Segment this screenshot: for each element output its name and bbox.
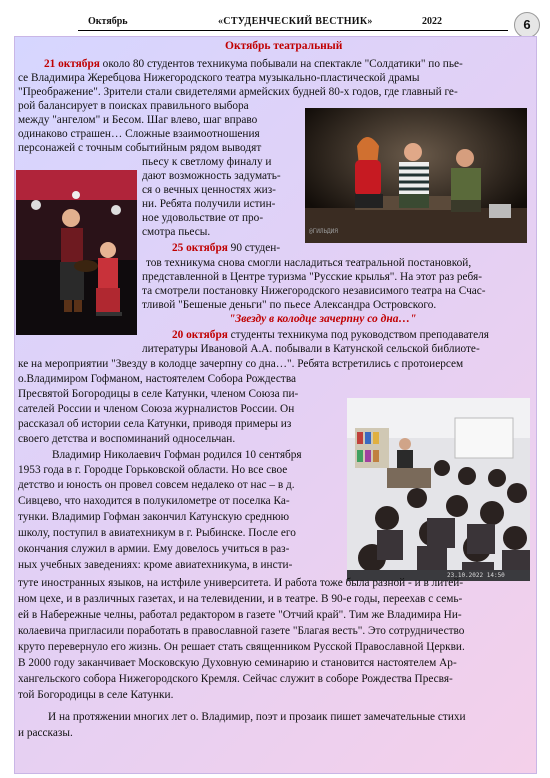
text-line-11: ни. Ребята получили истин- bbox=[142, 198, 276, 210]
text-line-39: колаевича пригласили поработать в православной газете "Благая весть". Это сотрудничество bbox=[18, 625, 465, 637]
text-line-37: ном цехе, и в различных газетах, и на телевидении, и в театре. В 90-е годы, переехав с семь- bbox=[18, 593, 463, 605]
text-line-44: И на протяжении многих лет о. Владимир, поэт и прозаик пишет замечательные стихи bbox=[48, 711, 466, 723]
text-line-24: Пресвятой Богородицы в селе Катунки, членом Союза пи- bbox=[18, 388, 299, 400]
actors-stage-photo bbox=[16, 170, 137, 335]
text-line-4: рой балансирует в поисках правильного выбора bbox=[18, 100, 249, 112]
text-line-10: ся о вечных ценностях жиз- bbox=[142, 184, 276, 196]
text-line-31: Сивцево, что находится в полукилометре от поселка Ка- bbox=[18, 495, 290, 507]
text-line-35: ных учебных заведениях: кроме авиатехникума, в инсти- bbox=[18, 559, 293, 571]
text-line-13: смотра пьесы. bbox=[142, 226, 211, 238]
actors-stage-image bbox=[16, 170, 137, 335]
subsection-title: "Звезду в колодце зачерпну со дна…" bbox=[229, 313, 417, 325]
text-line-7: персонажей с точным событийным рядом выводят bbox=[18, 142, 262, 154]
text-line-32: тунки. Владимир Гофман закончил Катунскую среднюю bbox=[18, 511, 290, 523]
text-line-2: се Владимира Жеребцова Нижегородского театра музыкально-пластической драмы bbox=[18, 72, 420, 84]
text-line-26: рассказал об истории села Катунки, приводя примеры из bbox=[18, 418, 292, 430]
header-month: Октябрь bbox=[88, 16, 128, 27]
text-line-8: пьесу к светлому финалу и bbox=[142, 156, 272, 168]
event-date: 20 октября bbox=[172, 329, 228, 341]
text-line-12: ное удовольствие от про- bbox=[142, 212, 264, 224]
header-year: 2022 bbox=[422, 16, 442, 27]
text-line-14: 25 октября 90 студен- bbox=[172, 242, 281, 254]
text-line-43: той Богородицы в селе Катунки. bbox=[18, 689, 174, 701]
text-line-34: окончания служил в армии. Ему довелось учиться в раз- bbox=[18, 543, 290, 555]
text-line-38: ей в Набережные челны, работал редактором в газете "Отчий край". Тим же Владимира Ни- bbox=[18, 609, 462, 621]
section-title: Октябрь театральный bbox=[225, 40, 343, 52]
text-line-21: литературы Ивановой А.А. побывали в Катунской сельской библиоте- bbox=[142, 343, 480, 355]
text-line-1: 21 октября около 80 студентов техникума побывали на спектакле "Солдатики" по пье- bbox=[44, 58, 463, 70]
text-line-5: между "ангелом" и Бесом. Шаг влево, шаг вправо bbox=[18, 114, 258, 126]
text-line-25: сателей России и членом Союза журналистов России. Он bbox=[18, 403, 295, 415]
text-line-36: туте иностранных языков, на истфиле университета. И работа тоже была разной - и в литей- bbox=[18, 577, 464, 589]
event-date: 21 октября bbox=[44, 58, 100, 70]
text-line-16: представленной в Центре туризма "Русские крылья". На этот раз ребя- bbox=[142, 271, 482, 283]
page-header bbox=[18, 8, 531, 34]
text-line-6: одинаково страшен… Сложные взаимоотношения bbox=[18, 128, 260, 140]
theater-stage-image bbox=[305, 108, 527, 243]
text-line-28: Владимир Николаевич Гофман родился 10 сентября bbox=[52, 449, 302, 461]
text-line-3: "Преображение". Зрители стали свидетелями армейских будней 80-х годов, где главный ге- bbox=[18, 86, 458, 98]
text-line-30: детство и юность он провел совсем недалеко от нас – в д. bbox=[18, 479, 295, 491]
page-number-badge: 6 bbox=[514, 12, 540, 38]
library-meeting-photo bbox=[347, 398, 530, 581]
text-line-42: хангельского собора Нижегородского Кремля. Сейчас служит в соборе Рождества Пресвя- bbox=[18, 673, 453, 685]
text-line-18: тливой "Бешеные деньги" по пьесе Александра Островского. bbox=[142, 299, 437, 311]
header-newspaper-title: «СТУДЕНЧЕСКИЙ ВЕСТНИК» bbox=[218, 16, 373, 27]
text-line-45: и рассказы. bbox=[18, 727, 73, 739]
text-line-20: 20 октября студенты техникума под руководством преподавателя bbox=[172, 329, 489, 341]
theater-photo-stamp: @ГИЛЬДИЯ bbox=[309, 228, 338, 235]
header-rule bbox=[78, 30, 508, 31]
library-photo-timestamp: 23.10.2022 14:50 bbox=[447, 572, 505, 579]
text-line-22: ке на мероприятии "Звезду в колодце зачерпну со дна…". Ребята встретились с протоиерсем bbox=[18, 358, 464, 370]
text-line-9: дают возможность задумать- bbox=[142, 170, 281, 182]
text-line-27: своего детства и воспоминаний односельчан. bbox=[18, 433, 236, 445]
text-line-17: та смотрели постановку Нижегородского независимого театра на Счас- bbox=[142, 285, 486, 297]
theater-stage-photo bbox=[305, 108, 527, 243]
text-line-15: тов техникума снова смогли насладиться театральной постановкой, bbox=[146, 257, 472, 269]
text-line-23: о.Владимиром Гофманом, настоятелем Собора Рождества bbox=[18, 373, 297, 385]
text-line-33: школу, поступил в авиатехникум в г. Рыбинске. После его bbox=[18, 527, 296, 539]
library-meeting-image bbox=[347, 398, 530, 581]
text-line-41: В 2000 году заканчивает Московскую Духовную семинарию и становится настоятелем Ар- bbox=[18, 657, 457, 669]
event-date: 25 октября bbox=[172, 242, 228, 254]
text-line-29: 1953 года в г. Городце Горьковской области. Но все свое bbox=[18, 464, 288, 476]
text-line-40: круто перевернуло его жизнь. Он решает стать священником Русской Православной Церкви. bbox=[18, 641, 465, 653]
